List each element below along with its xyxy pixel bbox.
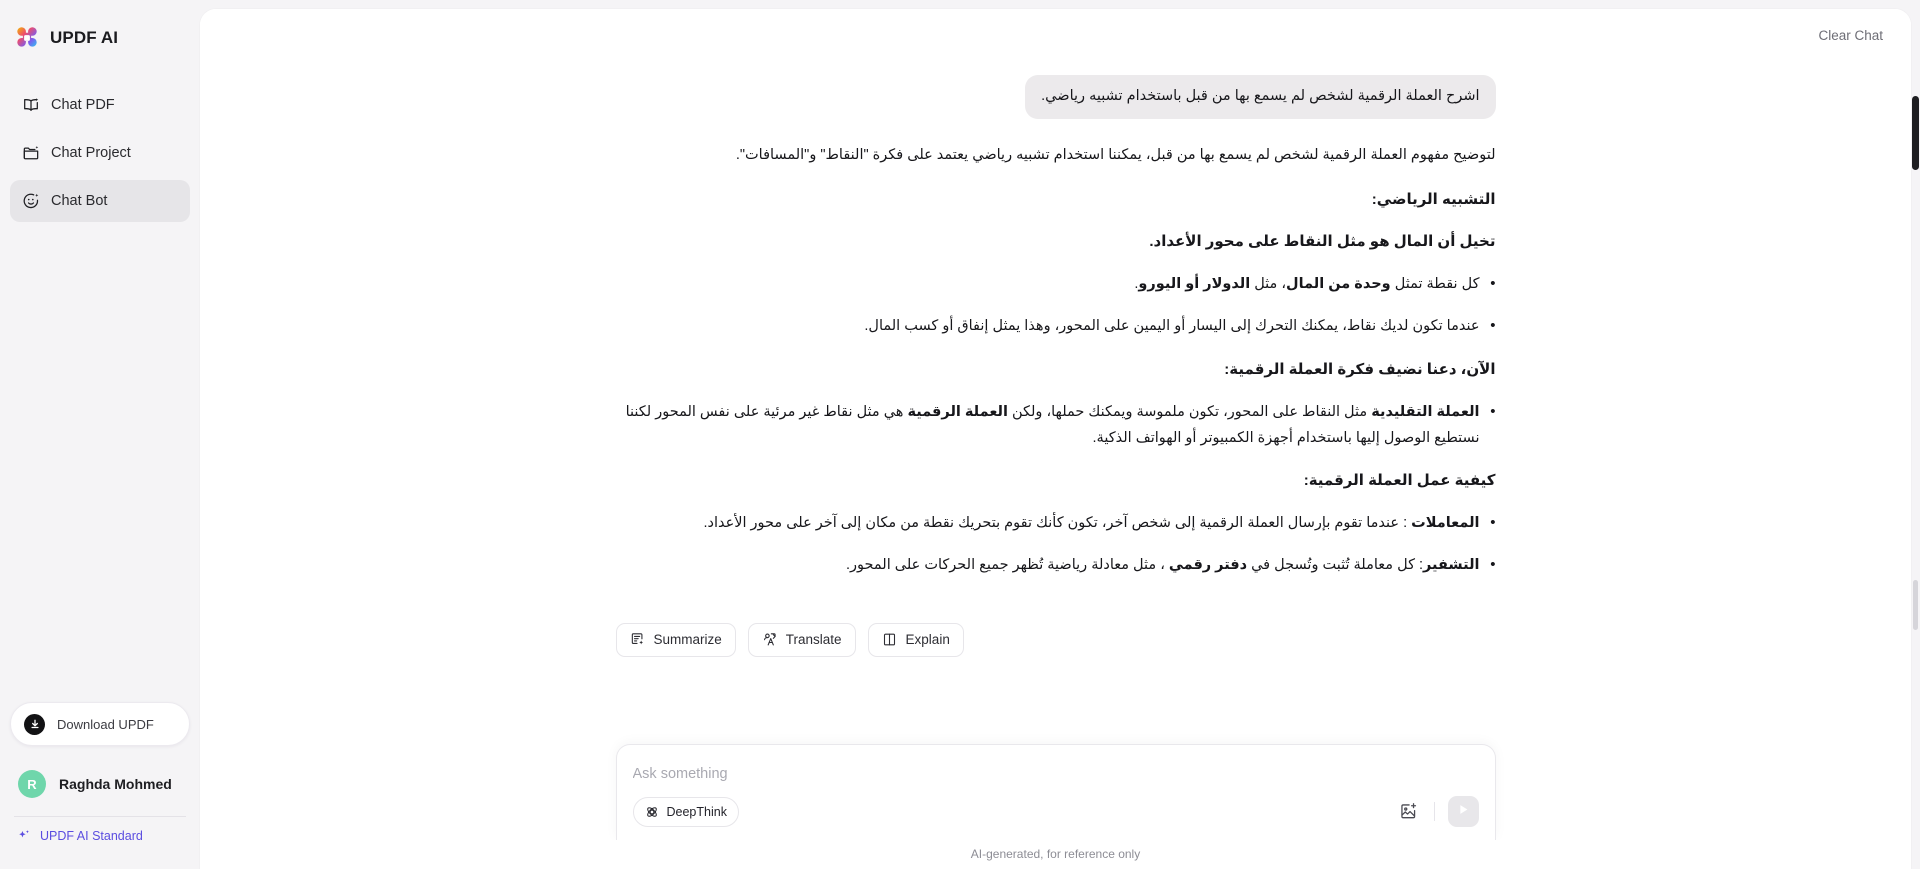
sidebar-item-label: Chat Bot bbox=[51, 193, 108, 209]
brand bbox=[0, 0, 200, 56]
send-icon bbox=[1457, 803, 1470, 821]
li-bold: العملة التقليدية bbox=[1371, 403, 1480, 420]
list-item bbox=[616, 314, 1496, 340]
li-bold: العملة الرقمية bbox=[907, 403, 1008, 420]
page-scrollbar-thumb[interactable] bbox=[1912, 96, 1919, 170]
list-item bbox=[616, 400, 1496, 452]
sidebar bbox=[0, 0, 200, 869]
brand-name: UPDF AI bbox=[50, 28, 119, 47]
book-sparkle-icon bbox=[21, 96, 40, 115]
list-item bbox=[616, 553, 1496, 579]
li-text: هي مثل نقاط غير مرئية على نفس المحور لكننا نستطيع الوصول إليها باستخدام أجهزة الكمبيوتر أو الهواتف الذكية. bbox=[625, 403, 1480, 446]
composer-toolbar bbox=[633, 796, 1479, 840]
composer bbox=[616, 744, 1496, 840]
main-panel bbox=[200, 9, 1911, 869]
page-scrollbar[interactable] bbox=[1911, 0, 1920, 869]
chip-label: Translate bbox=[785, 632, 842, 648]
toolbar-separator bbox=[1434, 802, 1435, 821]
add-image-icon[interactable] bbox=[1397, 800, 1421, 824]
translate-icon bbox=[762, 632, 778, 648]
assistant-list-2 bbox=[616, 400, 1496, 452]
sidebar-item-label: Chat Project bbox=[51, 145, 131, 161]
translate-button[interactable] bbox=[748, 623, 856, 657]
send-button[interactable] bbox=[1448, 796, 1479, 827]
li-text: ، مثل bbox=[1250, 276, 1287, 293]
deepthink-toggle[interactable] bbox=[633, 797, 739, 827]
deepthink-atom-icon bbox=[645, 804, 660, 819]
li-bold: التشفير bbox=[1423, 557, 1480, 574]
folder-sparkle-icon bbox=[21, 144, 40, 163]
explain-button[interactable] bbox=[868, 623, 964, 657]
sidebar-bottom bbox=[0, 702, 200, 869]
download-circle-icon bbox=[24, 714, 45, 735]
li-bold: وحدة من المال bbox=[1286, 276, 1391, 293]
deepthink-label: DeepThink bbox=[666, 804, 727, 819]
li-bold: المعاملات bbox=[1411, 515, 1480, 532]
sidebar-item-label: Chat PDF bbox=[51, 97, 115, 113]
updf-logo-icon bbox=[14, 25, 40, 51]
assistant-heading-1: التشبيه الرياضي: bbox=[1371, 191, 1496, 209]
plan-label: UPDF AI Standard bbox=[40, 829, 143, 843]
smiley-sparkle-icon bbox=[21, 192, 40, 211]
explain-book-icon bbox=[882, 632, 898, 648]
assistant-message bbox=[616, 125, 1496, 657]
disclaimer-text: AI-generated, for reference only bbox=[200, 840, 1911, 869]
summarize-icon bbox=[630, 632, 646, 648]
assistant-list-1 bbox=[616, 272, 1496, 340]
li-text: عندما تكون لديك نقاط، يمكنك التحرك إلى اليسار أو اليمين على المحور، وهذا يمثل إنفاق أو كسب المال. bbox=[864, 317, 1480, 334]
user-message-bubble: اشرح العملة الرقمية لشخص لم يسمع بها من قبل باستخدام تشبيه رياضي. bbox=[1025, 75, 1495, 119]
li-text: ، مثل معادلة رياضية تُظهر جميع الحركات على المحور. bbox=[846, 557, 1169, 574]
assistant-subheading-1: تخيل أن المال هو مثل النقاط على محور الأعداد. bbox=[1149, 233, 1496, 251]
li-bold: الدولار أو اليورو bbox=[1138, 276, 1251, 293]
download-updf-button[interactable] bbox=[10, 702, 190, 746]
chip-label: Summarize bbox=[653, 632, 722, 648]
composer-right-tools bbox=[1397, 796, 1479, 827]
plan-row[interactable] bbox=[10, 817, 190, 855]
clear-chat-button[interactable]: Clear Chat bbox=[1818, 27, 1883, 43]
list-item bbox=[616, 511, 1496, 537]
sidebar-item-chat-bot[interactable] bbox=[10, 180, 190, 222]
user-message-row bbox=[616, 59, 1496, 125]
sidebar-nav bbox=[0, 84, 200, 222]
list-item bbox=[616, 272, 1496, 298]
sparkle-icon bbox=[16, 829, 31, 844]
chip-label: Explain bbox=[905, 632, 950, 648]
sidebar-item-chat-pdf[interactable] bbox=[10, 84, 190, 126]
assistant-action-chips bbox=[616, 597, 1496, 657]
summarize-button[interactable] bbox=[616, 623, 736, 657]
download-updf-label: Download UPDF bbox=[57, 716, 154, 732]
li-text: كل نقطة تمثل bbox=[1390, 276, 1480, 293]
li-text: . bbox=[1134, 276, 1139, 293]
li-text: : عندما تقوم بإرسال العملة الرقمية إلى شخص آخر، تكون كأنك تقوم بتحريك نقطة من مكان إلى آخر على محور الأعداد. bbox=[703, 515, 1412, 532]
assistant-list-3 bbox=[616, 511, 1496, 579]
assistant-heading-2: الآن، دعنا نضيف فكرة العملة الرقمية: bbox=[1224, 360, 1496, 378]
composer-wrapper bbox=[200, 744, 1911, 869]
assistant-intro: لتوضيح مفهوم العملة الرقمية لشخص لم يسمع بها من قبل، يمكننا استخدام تشبيه رياضي يعتمد على فكرة "النقاط" و"المسافات". bbox=[735, 146, 1496, 163]
main-header bbox=[200, 9, 1911, 61]
avatar: R bbox=[18, 770, 46, 798]
li-bold: دفتر رقمي bbox=[1168, 557, 1248, 574]
li-text: مثل النقاط على المحور، تكون ملموسة ويمكنك حملها، ولكن bbox=[1007, 403, 1372, 420]
sidebar-item-chat-project[interactable] bbox=[10, 132, 190, 174]
chat-input[interactable] bbox=[633, 761, 1479, 787]
chat-thread bbox=[616, 49, 1496, 657]
assistant-heading-3: كيفية عمل العملة الرقمية: bbox=[1303, 472, 1496, 490]
user-profile-row[interactable] bbox=[10, 762, 190, 806]
sidebar-spacer bbox=[0, 222, 200, 702]
user-name: Raghda Mohmed bbox=[59, 776, 172, 792]
li-text: : كل معاملة تُثبت وتُسجل في bbox=[1247, 557, 1424, 574]
